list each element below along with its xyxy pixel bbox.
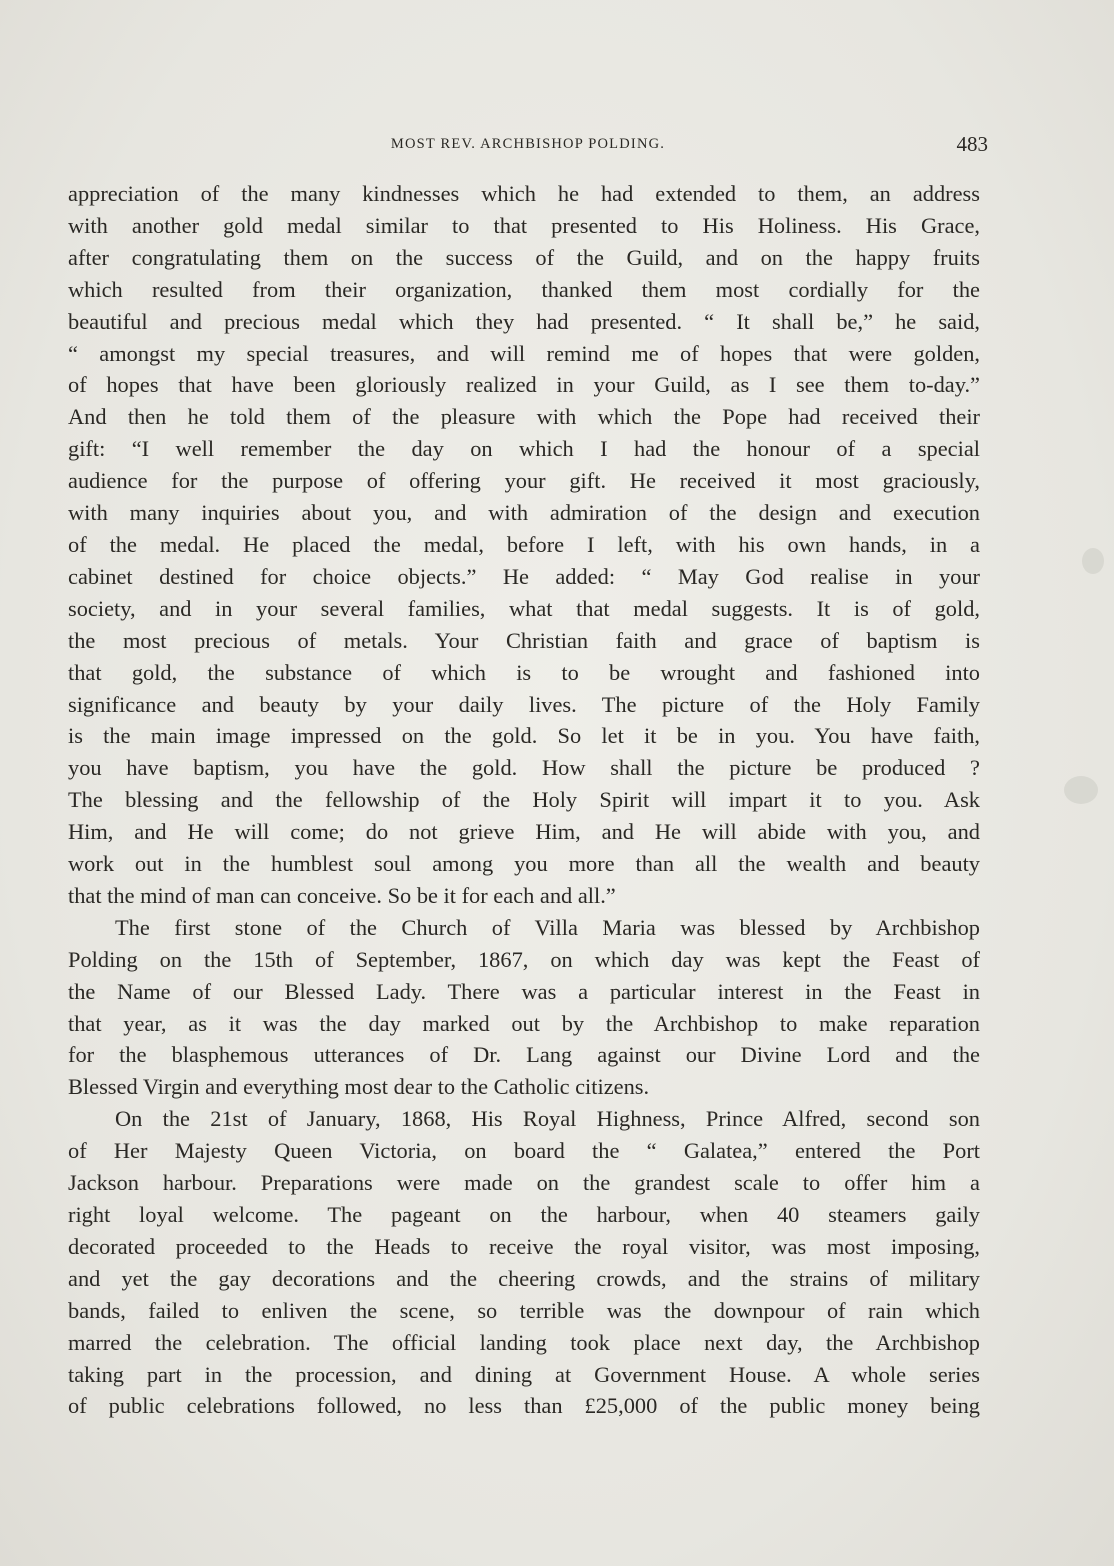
page-stain [1064,776,1098,804]
text-line: marred the celebration. The official landing took place next day, the Archbishop [68,1329,980,1355]
text-line: decorated proceeded to the Heads to receive the royal visitor, was most imposing, [68,1233,980,1259]
text-line: work out in the humblest soul among you more than all the wealth and beauty [68,851,980,877]
text-line: of the medal. He placed the medal, before I left, with his own hands, in a [68,531,980,557]
body-text [68,178,980,1422]
text-line: “ amongst my special treasures, and will remind me of hopes that were golden, [68,340,980,366]
text-line: with another gold medal similar to that presented to His Holiness. His Grace, [68,212,980,238]
text-line: taking part in the procession, and dining at Government House. A whole series [68,1361,980,1387]
text-line: cabinet destined for choice objects.” He added: “ May God realise in your [68,563,980,589]
text-line: audience for the purpose of offering your gift. He received it most graciously, [68,468,980,494]
text-line: Blessed Virgin and everything most dear to the Catholic citizens. [68,1074,650,1100]
page-stain [1082,548,1104,574]
text-line: bands, failed to enliven the scene, so terrible was the downpour of rain which [68,1297,980,1323]
text-line: that gold, the substance of which is to be wrought and fashioned into [68,659,980,685]
text-line: beautiful and precious medal which they had presented. “ It shall be,” he said, [68,308,980,334]
text-line: the most precious of metals. Your Christian faith and grace of baptism is [68,627,980,653]
paragraph-continued [68,178,980,912]
running-title: MOST REV. ARCHBISHOP POLDING. [390,136,666,152]
text-line: of hopes that have been gloriously realized in your Guild, as I see them to-day.” [68,372,980,398]
text-line: that the mind of man can conceive. So be it for each and all.” [68,882,616,908]
text-line: which resulted from their organization, thanked them most cordially for the [68,276,980,302]
text-line: Polding on the 15th of September, 1867, on which day was kept the Feast of [68,946,980,972]
text-line: you have baptism, you have the gold. How shall the picture be produced ? [68,755,980,781]
text-line: gift: “I well remember the day on which I had the honour of a special [68,436,980,462]
text-line: Him, and He will come; do not grieve Him, and He will abide with you, and [68,819,980,845]
text-line: The first stone of the Church of Villa Maria was blessed by Archbishop [115,914,980,940]
text-line: of Her Majesty Queen Victoria, on board the “ Galatea,” entered the Port [68,1138,980,1164]
text-line: the Name of our Blessed Lady. There was a particular interest in the Feast in [68,978,980,1004]
paragraph-prince-alfred [68,1103,980,1422]
text-line: significance and beauty by your daily lives. The picture of the Holy Family [68,691,980,717]
text-line: of public celebrations followed, no less than £25,000 of the public money being [68,1393,980,1419]
paragraph-villa-maria [68,912,980,1103]
text-line: for the blasphemous utterances of Dr. Lang against our Divine Lord and the [68,1042,980,1068]
text-line: with many inquiries about you, and with admiration of the design and execution [68,500,980,526]
text-line: The blessing and the fellowship of the Holy Spirit will impart it to you. Ask [68,787,980,813]
text-line: is the main image impressed on the gold. So let it be in you. You have faith, [68,723,980,749]
text-line: appreciation of the many kindnesses which he had extended to them, an address [68,181,980,206]
text-line: Jackson harbour. Preparations were made on the grandest scale to offer him a [68,1170,980,1196]
text-line: society, and in your several families, what that medal suggests. It is of gold, [68,595,980,621]
text-line: On the 21st of January, 1868, His Royal Highness, Prince Alfred, second son [115,1106,980,1132]
text-line: that year, as it was the day marked out by the Archbishop to make reparation [68,1010,980,1036]
text-line: right loyal welcome. The pageant on the harbour, when 40 steamers gaily [68,1202,980,1227]
running-header [68,132,988,156]
text-line: after congratulating them on the success of the Guild, and on the happy fruits [68,244,980,270]
text-line: And then he told them of the pleasure with which the Pope had received their [68,404,980,430]
text-line: and yet the gay decorations and the cheering crowds, and the strains of military [68,1265,980,1291]
page-number: 483 [956,132,988,156]
